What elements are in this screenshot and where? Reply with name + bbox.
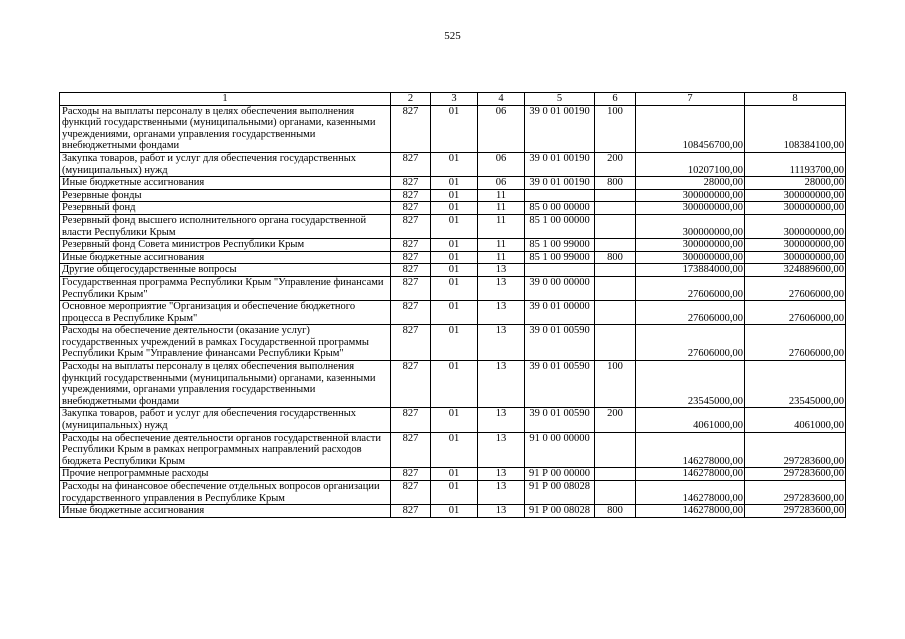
column-header: 2 [391,93,431,106]
expense-type-cell [595,481,636,505]
amount-year-2-cell: 300000000,00 [745,239,846,252]
amount-year-2-cell: 297283600,00 [745,481,846,505]
column-header: 1 [60,93,391,106]
ministry-code-cell: 827 [391,505,431,518]
table-row [60,276,846,300]
expense-type-cell [595,468,636,481]
budget-table [59,92,846,518]
subsection-code-cell: 11 [478,251,525,264]
subsection-code-cell: 11 [478,214,525,238]
table-row [60,239,846,252]
ministry-code-cell: 827 [391,276,431,300]
section-code-cell: 01 [431,264,478,277]
expense-type-cell [595,325,636,361]
expense-name-cell: Основное мероприятие "Организация и обеспечение бюджетного процесса в Республике Крым" [60,301,391,325]
column-header: 5 [525,93,595,106]
ministry-code-cell: 827 [391,301,431,325]
expense-type-cell [595,276,636,300]
ministry-code-cell: 827 [391,189,431,202]
amount-year-2-cell: 108384100,00 [745,105,846,152]
amount-year-2-cell: 23545000,00 [745,361,846,408]
amount-year-1-cell: 23545000,00 [636,361,745,408]
target-article-cell: 39 0 01 00190 [525,152,595,176]
amount-year-2-cell: 11193700,00 [745,152,846,176]
subsection-code-cell: 13 [478,481,525,505]
subsection-code-cell: 06 [478,177,525,190]
section-code-cell: 01 [431,432,478,468]
table-row [60,325,846,361]
column-header: 4 [478,93,525,106]
subsection-code-cell: 11 [478,202,525,215]
expense-name-cell: Иные бюджетные ассигнования [60,251,391,264]
amount-year-1-cell: 300000000,00 [636,214,745,238]
section-code-cell: 01 [431,177,478,190]
amount-year-1-cell: 300000000,00 [636,202,745,215]
section-code-cell: 01 [431,152,478,176]
amount-year-1-cell: 300000000,00 [636,239,745,252]
subsection-code-cell: 06 [478,105,525,152]
target-article-cell: 39 0 01 00590 [525,361,595,408]
expense-type-cell [595,202,636,215]
subsection-code-cell: 13 [478,468,525,481]
amount-year-2-cell: 27606000,00 [745,301,846,325]
amount-year-2-cell: 28000,00 [745,177,846,190]
table-row [60,152,846,176]
section-code-cell: 01 [431,214,478,238]
expense-type-cell [595,432,636,468]
ministry-code-cell: 827 [391,239,431,252]
ministry-code-cell: 827 [391,177,431,190]
subsection-code-cell: 13 [478,325,525,361]
expense-name-cell: Расходы на обеспечение деятельности (оказание услуг) государственных учреждений в рамках Государственной программы Республики Крым "Управление финансами Республики Крым" [60,325,391,361]
expense-type-cell: 100 [595,105,636,152]
section-code-cell: 01 [431,505,478,518]
amount-year-1-cell: 27606000,00 [636,325,745,361]
amount-year-2-cell: 300000000,00 [745,214,846,238]
column-header: 3 [431,93,478,106]
target-article-cell: 39 0 01 00590 [525,325,595,361]
amount-year-2-cell: 324889600,00 [745,264,846,277]
expense-type-cell [595,239,636,252]
subsection-code-cell: 13 [478,276,525,300]
expense-name-cell: Резервный фонд Совета министров Республики Крым [60,239,391,252]
ministry-code-cell: 827 [391,152,431,176]
expense-name-cell: Иные бюджетные ассигнования [60,505,391,518]
table-row [60,251,846,264]
amount-year-1-cell: 27606000,00 [636,276,745,300]
amount-year-1-cell: 28000,00 [636,177,745,190]
target-article-cell: 91 0 00 00000 [525,432,595,468]
target-article-cell: 39 0 01 00190 [525,177,595,190]
header-row [60,93,846,106]
subsection-code-cell: 13 [478,505,525,518]
section-code-cell: 01 [431,481,478,505]
subsection-code-cell: 13 [478,361,525,408]
table-row [60,177,846,190]
expense-type-cell [595,189,636,202]
ministry-code-cell: 827 [391,468,431,481]
expense-type-cell: 100 [595,361,636,408]
section-code-cell: 01 [431,468,478,481]
amount-year-1-cell: 10207100,00 [636,152,745,176]
expense-name-cell: Расходы на выплаты персоналу в целях обеспечения выполнения функций государственными (муниципальными) органами, казенными учреждениями, органами управления государственными внебюджетными фондами [60,105,391,152]
expense-type-cell [595,264,636,277]
section-code-cell: 01 [431,239,478,252]
amount-year-2-cell: 297283600,00 [745,468,846,481]
amount-year-1-cell: 146278000,00 [636,468,745,481]
expense-name-cell: Закупка товаров, работ и услуг для обеспечения государственных (муниципальных) нужд [60,152,391,176]
amount-year-1-cell: 300000000,00 [636,189,745,202]
target-article-cell: 91 Р 00 08028 [525,505,595,518]
section-code-cell: 01 [431,325,478,361]
expense-type-cell: 800 [595,505,636,518]
amount-year-1-cell: 4061000,00 [636,408,745,432]
amount-year-1-cell: 300000000,00 [636,251,745,264]
ministry-code-cell: 827 [391,432,431,468]
expense-name-cell: Расходы на финансовое обеспечение отдельных вопросов организации государственного управления в Республике Крым [60,481,391,505]
table-row [60,468,846,481]
expense-name-cell: Резервные фонды [60,189,391,202]
column-header: 8 [745,93,846,106]
table-row [60,408,846,432]
expense-name-cell: Другие общегосударственные вопросы [60,264,391,277]
subsection-code-cell: 13 [478,408,525,432]
expense-type-cell: 800 [595,251,636,264]
ministry-code-cell: 827 [391,408,431,432]
ministry-code-cell: 827 [391,251,431,264]
ministry-code-cell: 827 [391,264,431,277]
table-row [60,214,846,238]
subsection-code-cell: 13 [478,264,525,277]
target-article-cell [525,189,595,202]
expense-name-cell: Иные бюджетные ассигнования [60,177,391,190]
table-row [60,264,846,277]
expense-name-cell: Расходы на обеспечение деятельности органов государственной власти Республики Крым в рамках непрограммных направлений расходов бюджета Республики Крым [60,432,391,468]
amount-year-2-cell: 27606000,00 [745,325,846,361]
amount-year-2-cell: 300000000,00 [745,202,846,215]
target-article-cell: 85 0 00 00000 [525,202,595,215]
subsection-code-cell: 06 [478,152,525,176]
ministry-code-cell: 827 [391,202,431,215]
column-header: 7 [636,93,745,106]
table-row [60,432,846,468]
target-article-cell: 39 0 01 00590 [525,408,595,432]
target-article-cell: 85 1 00 00000 [525,214,595,238]
amount-year-1-cell: 146278000,00 [636,505,745,518]
amount-year-2-cell: 300000000,00 [745,251,846,264]
amount-year-1-cell: 146278000,00 [636,432,745,468]
ministry-code-cell: 827 [391,481,431,505]
amount-year-2-cell: 297283600,00 [745,505,846,518]
column-header: 6 [595,93,636,106]
expense-name-cell: Резервный фонд высшего исполнительного органа государственной власти Республики Крым [60,214,391,238]
expense-name-cell: Закупка товаров, работ и услуг для обеспечения государственных (муниципальных) нужд [60,408,391,432]
ministry-code-cell: 827 [391,105,431,152]
amount-year-2-cell: 4061000,00 [745,408,846,432]
section-code-cell: 01 [431,189,478,202]
target-article-cell: 85 1 00 99000 [525,239,595,252]
section-code-cell: 01 [431,251,478,264]
target-article-cell: 91 Р 00 08028 [525,481,595,505]
table-row [60,301,846,325]
expense-type-cell [595,214,636,238]
table-body [60,93,846,518]
amount-year-2-cell: 300000000,00 [745,189,846,202]
target-article-cell: 39 0 01 00000 [525,301,595,325]
page-number: 525 [444,30,461,42]
target-article-cell: 85 1 00 99000 [525,251,595,264]
ministry-code-cell: 827 [391,361,431,408]
subsection-code-cell: 13 [478,432,525,468]
expense-name-cell: Расходы на выплаты персоналу в целях обеспечения выполнения функций государственными (муниципальными) органами, казенными учреждениями, органами управления государственными внебюджетными фондами [60,361,391,408]
section-code-cell: 01 [431,105,478,152]
expense-type-cell [595,301,636,325]
subsection-code-cell: 11 [478,239,525,252]
section-code-cell: 01 [431,202,478,215]
expense-name-cell: Государственная программа Республики Крым "Управление финансами Республики Крым" [60,276,391,300]
subsection-code-cell: 11 [478,189,525,202]
target-article-cell: 39 0 00 00000 [525,276,595,300]
table-row [60,189,846,202]
amount-year-1-cell: 146278000,00 [636,481,745,505]
amount-year-1-cell: 173884000,00 [636,264,745,277]
table-row [60,202,846,215]
amount-year-1-cell: 108456700,00 [636,105,745,152]
expense-name-cell: Прочие непрограммные расходы [60,468,391,481]
expense-type-cell: 200 [595,152,636,176]
amount-year-2-cell: 297283600,00 [745,432,846,468]
section-code-cell: 01 [431,361,478,408]
amount-year-2-cell: 27606000,00 [745,276,846,300]
expense-name-cell: Резервный фонд [60,202,391,215]
ministry-code-cell: 827 [391,214,431,238]
section-code-cell: 01 [431,408,478,432]
section-code-cell: 01 [431,276,478,300]
amount-year-1-cell: 27606000,00 [636,301,745,325]
table-row [60,481,846,505]
target-article-cell: 39 0 01 00190 [525,105,595,152]
subsection-code-cell: 13 [478,301,525,325]
target-article-cell: 91 Р 00 00000 [525,468,595,481]
target-article-cell [525,264,595,277]
table-row [60,361,846,408]
expense-type-cell: 800 [595,177,636,190]
ministry-code-cell: 827 [391,325,431,361]
table-row [60,505,846,518]
table-row [60,105,846,152]
expense-type-cell: 200 [595,408,636,432]
section-code-cell: 01 [431,301,478,325]
